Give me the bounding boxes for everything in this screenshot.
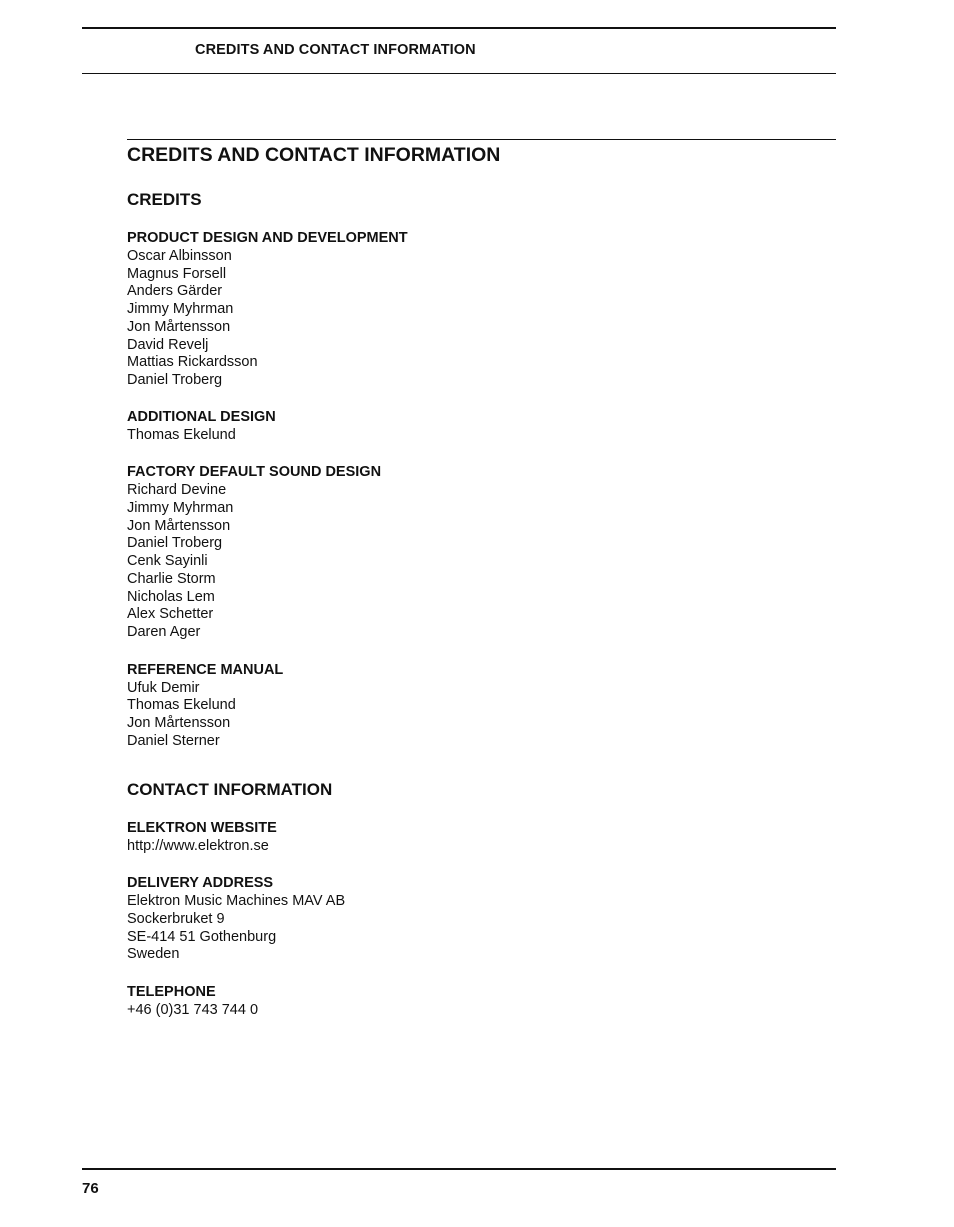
running-header-title: CREDITS AND CONTACT INFORMATION — [195, 42, 476, 58]
header-bottom-rule — [82, 73, 836, 74]
address-line: Sweden — [127, 946, 180, 963]
list-item: Charlie Storm — [127, 570, 216, 587]
reference-manual-heading: REFERENCE MANUAL — [127, 661, 284, 678]
credits-heading: CREDITS — [127, 190, 202, 209]
list-item: Ufuk Demir — [127, 679, 200, 696]
product-design-heading: PRODUCT DESIGN AND DEVELOPMENT — [127, 230, 408, 246]
list-item: David Revelj — [127, 336, 209, 353]
list-item: Daniel Troberg — [127, 535, 223, 552]
list-item: Oscar Albinsson — [127, 248, 232, 264]
contact-heading: CONTACT INFORMATION — [127, 780, 333, 800]
list-item: Thomas Ekelund — [127, 426, 236, 443]
title-rule — [127, 139, 836, 140]
sound-design-block — [127, 463, 836, 641]
list-item: Daniel Sterner — [127, 732, 220, 749]
list-item: Jon Mårtensson — [127, 517, 231, 534]
address-line: Elektron Music Machines MAV AB — [127, 893, 346, 910]
header-top-rule — [82, 27, 836, 29]
list-item: Magnus Forsell — [127, 265, 227, 282]
product-design-block — [127, 229, 836, 390]
list-item: Daniel Troberg — [127, 371, 223, 388]
list-item: Nicholas Lem — [127, 588, 215, 605]
telephone-heading: TELEPHONE — [127, 983, 216, 1000]
additional-design-heading: ADDITIONAL DESIGN — [127, 408, 276, 425]
page-number: 76 — [82, 1180, 99, 1197]
list-item: Thomas Ekelund — [127, 697, 236, 714]
website-url: http://www.elektron.se — [127, 838, 269, 855]
list-item: Anders Gärder — [127, 283, 223, 300]
delivery-address-heading: DELIVERY ADDRESS — [127, 875, 274, 892]
page-title: CREDITS AND CONTACT INFORMATION — [127, 144, 501, 166]
list-item: Mattias Rickardsson — [127, 354, 258, 371]
list-item: Alex Schetter — [127, 606, 214, 623]
website-heading: ELEKTRON WEBSITE — [127, 820, 277, 837]
footer-rule — [82, 1168, 836, 1170]
list-item: Daren Ager — [127, 623, 201, 640]
additional-design-block — [127, 408, 836, 445]
list-item: Cenk Sayinli — [127, 553, 208, 570]
sound-design-heading: FACTORY DEFAULT SOUND DESIGN — [127, 464, 382, 481]
main-content — [127, 139, 836, 1020]
list-item: Jimmy Myhrman — [127, 500, 234, 517]
list-item: Jimmy Myhrman — [127, 301, 234, 318]
delivery-address-block — [127, 874, 836, 964]
list-item: Jon Mårtensson — [127, 318, 231, 335]
address-line: Sockerbruket 9 — [127, 910, 225, 927]
address-line: SE-414 51 Gothenburg — [127, 928, 277, 945]
list-item: Jon Mårtensson — [127, 715, 231, 732]
list-item: Richard Devine — [127, 482, 227, 499]
telephone-number: +46 (0)31 743 744 0 — [127, 1001, 259, 1018]
reference-manual-block — [127, 661, 836, 751]
telephone-block — [127, 983, 836, 1020]
website-block — [127, 819, 836, 856]
